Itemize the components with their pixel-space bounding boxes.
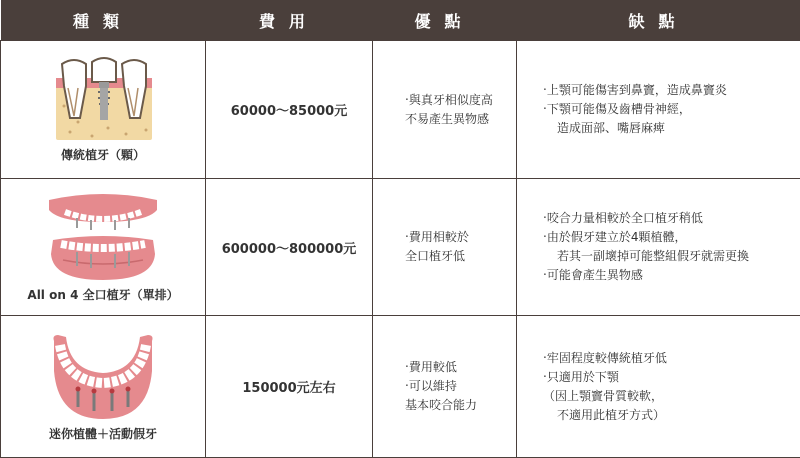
cons-list xyxy=(517,81,800,138)
cons-cell xyxy=(517,41,800,179)
list-item: 基本咬合能力 xyxy=(393,396,516,415)
kind-label: 迷你植體＋活動假牙 xyxy=(1,425,205,442)
pros-cell xyxy=(373,316,517,458)
list-item: 若其一副壞掉可能整組假牙就需更換 xyxy=(531,247,800,266)
list-item: ‧咬合力量相較於全口植牙稍低 xyxy=(531,209,800,228)
list-item: ‧由於假牙建立於4顆植體， xyxy=(531,228,800,247)
list-item: ‧牢固程度較傳統植牙低 xyxy=(531,349,800,368)
cost-cell: 150000元左右 xyxy=(206,316,373,458)
mini-implant-denture-icon xyxy=(48,331,158,423)
pros-list xyxy=(373,91,516,129)
header-cons: 缺點 xyxy=(517,0,800,41)
pros-cell xyxy=(373,41,517,179)
list-item: ‧下顎可能傷及齒槽骨神經， xyxy=(531,100,800,119)
table-row xyxy=(1,41,800,179)
header-pros: 優點 xyxy=(373,0,517,41)
kind-label: All on 4 全口植牙（單排） xyxy=(1,286,205,303)
list-item: ‧費用相較於 xyxy=(393,228,516,247)
list-item: 全口植牙低 xyxy=(393,247,516,266)
cons-list xyxy=(517,349,800,425)
kind-label: 傳統植牙（顆） xyxy=(1,146,205,163)
pros-list xyxy=(373,228,516,266)
kind-cell xyxy=(1,41,206,179)
list-item: ‧與真牙相似度高 xyxy=(393,91,516,110)
list-item: ‧可能會產生異物感 xyxy=(531,266,800,285)
list-item: ‧可以維持 xyxy=(393,377,516,396)
all-on-4-denture-icon xyxy=(43,192,163,284)
list-item: 造成面部、嘴唇麻痺 xyxy=(531,119,800,138)
list-item: ‧只適用於下顎 xyxy=(531,368,800,387)
cons-cell xyxy=(517,179,800,316)
pros-list xyxy=(373,358,516,415)
cons-cell xyxy=(517,316,800,458)
kind-cell xyxy=(1,179,206,316)
header-kind: 種類 xyxy=(1,0,206,41)
list-item: ‧上顎可能傷害到鼻竇，造成鼻竇炎 xyxy=(531,81,800,100)
cost-cell: 600000～800000元 xyxy=(206,179,373,316)
kind-cell xyxy=(1,316,206,458)
table-row xyxy=(1,179,800,316)
table-row xyxy=(1,316,800,458)
table-header-row xyxy=(1,0,800,41)
list-item: 不易產生異物感 xyxy=(393,110,516,129)
dental-implant-icon xyxy=(48,56,158,144)
list-item: （因上顎竇骨質較軟， xyxy=(531,387,800,406)
list-item: 不適用此植牙方式） xyxy=(531,406,800,425)
pros-cell xyxy=(373,179,517,316)
cost-cell: 60000～85000元 xyxy=(206,41,373,179)
list-item: ‧費用較低 xyxy=(393,358,516,377)
header-cost: 費用 xyxy=(206,0,373,41)
cons-list xyxy=(517,209,800,285)
